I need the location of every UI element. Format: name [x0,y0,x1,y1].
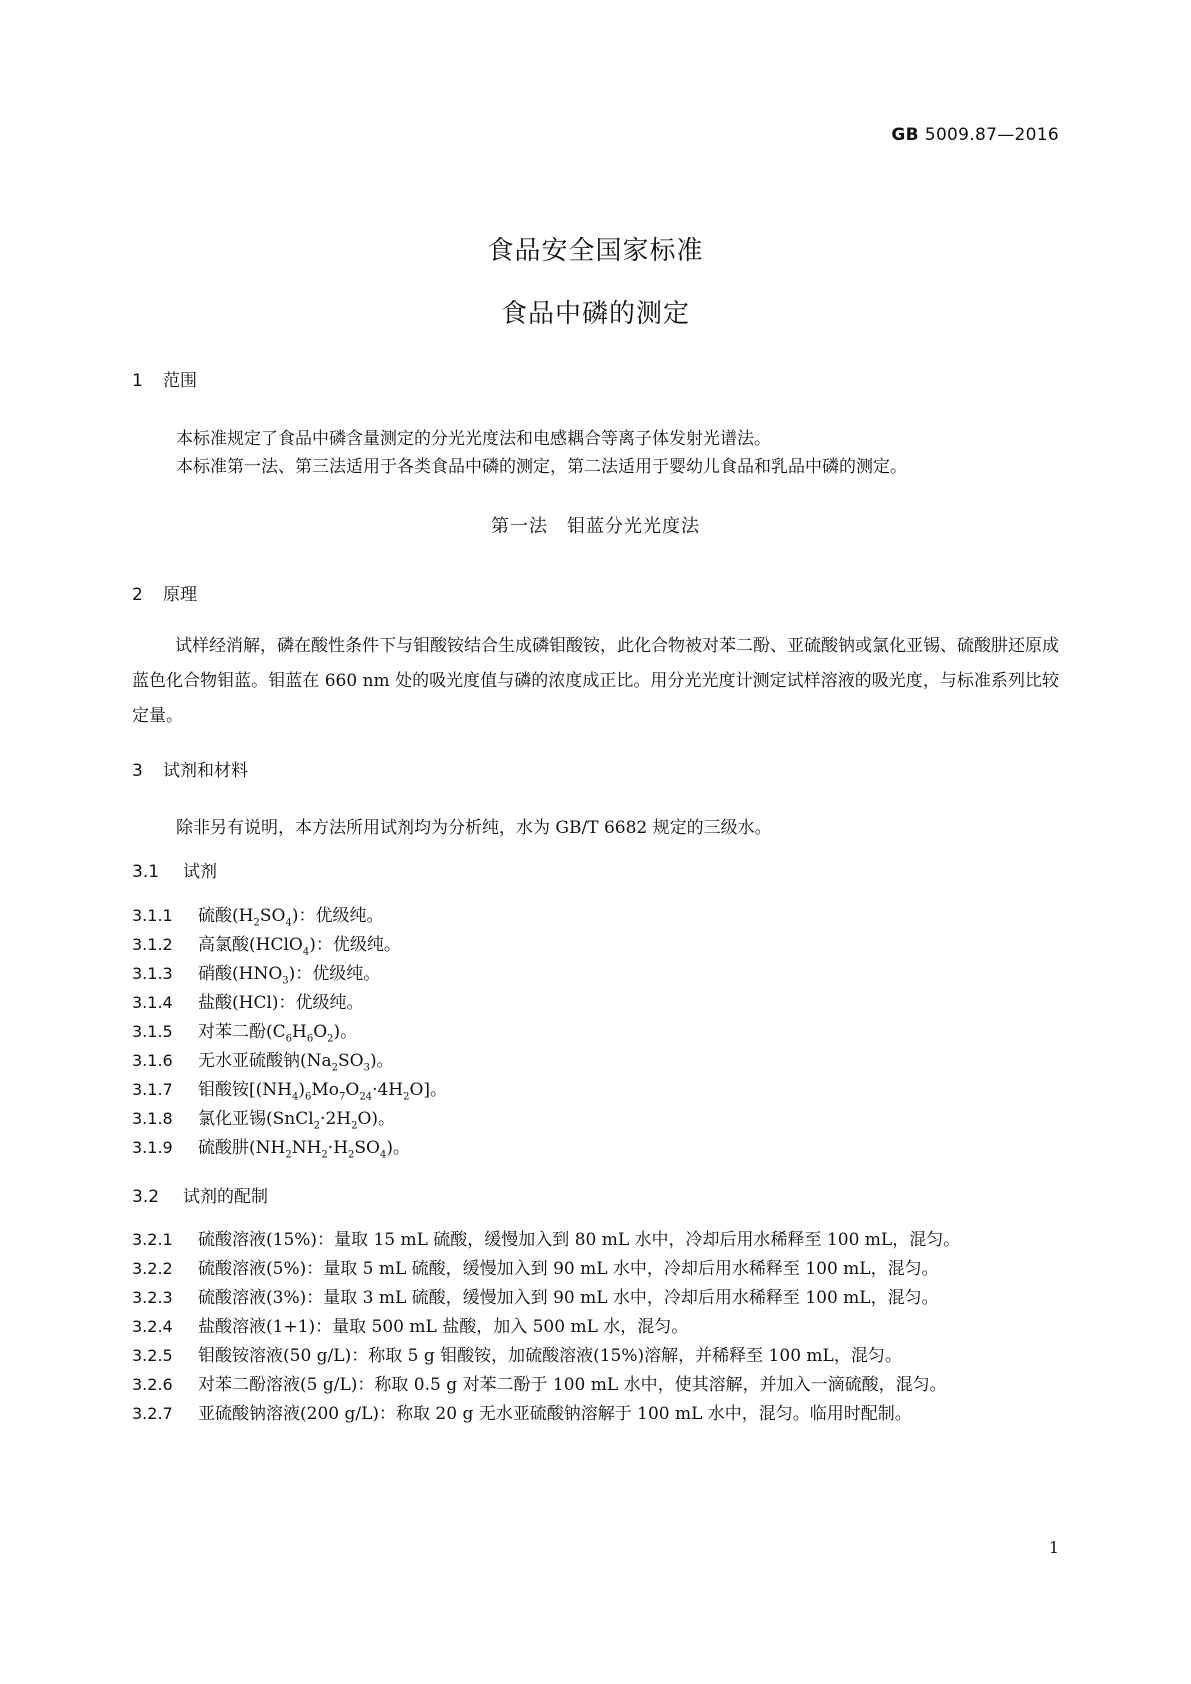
text-run: NH [291,1138,322,1158]
subscript: 4 [380,1149,387,1161]
item-number: 3.1.7 [132,1080,173,1099]
text-run: 盐酸(HCl)：优级纯。 [198,993,364,1013]
text-run: SO [338,1051,364,1071]
list-item [132,901,383,928]
subscript: 6 [304,1091,312,1103]
text-run: )。 [333,1022,358,1042]
item-number: 3.1.4 [132,993,173,1012]
text-run: )：优级纯。 [309,935,401,955]
subsection-number: 3.2 [132,1187,160,1207]
list-item [132,1017,357,1044]
item-text [198,1022,358,1045]
section-number: 1 [132,371,143,391]
item-number: 3.1.9 [132,1138,173,1157]
subscript: 4 [302,946,310,958]
item-number: 3.1.1 [132,906,173,925]
item-text: 硫酸溶液(15%)：量取 15 mL 硫酸，缓慢加入到 80 mL 水中，冷却后用水稀释至 100 mL，混匀。 [198,1230,961,1250]
subsection-heading-reagents [132,857,217,882]
standard-code [891,125,1059,145]
text-run: ·H [327,1138,349,1158]
subscript: 2 [348,1149,355,1161]
item-text [198,964,381,987]
section-heading-reagents [132,756,248,781]
item-number: 3.2.4 [132,1317,173,1336]
text-run: Mo [311,1080,340,1100]
text-run: O [313,1022,328,1042]
text-run: )：优级纯。 [291,906,384,926]
item-number: 3.1.5 [132,1022,173,1041]
subscript: 6 [306,1033,314,1045]
list-item [132,1312,688,1337]
subscript: 2 [313,1120,321,1132]
item-number: 3.2.2 [132,1259,173,1278]
list-item [132,1075,447,1102]
subsection-title: 试剂的配制 [183,1187,268,1207]
subsection-title: 试剂 [183,862,217,882]
scope-paragraph-2: 本标准第一法、第三法适用于各类食品中磷的测定，第二法适用于婴幼儿食品和乳品中磷的测定。 [176,457,907,477]
text-run: )。 [370,1051,394,1071]
text-run: 无水亚硫酸钠(Na [198,1051,332,1071]
item-number: 3.2.5 [132,1346,173,1365]
list-item [132,959,380,986]
section-heading-principle [132,580,197,605]
scope-paragraph-1: 本标准规定了食品中磷含量测定的分光光度法和电感耦合等离子体发射光谱法。 [176,429,771,449]
section-heading-scope [132,366,197,391]
subscript: 4 [291,1091,299,1103]
item-text [198,906,384,929]
list-item [132,930,401,957]
text-run: SO [259,906,286,926]
item-number: 3.1.2 [132,935,173,954]
subscript: 3 [282,975,289,987]
text-run: 钼酸铵[(NH [198,1080,292,1100]
document-title: 食品安全国家标准 [487,236,704,266]
principle-paragraph: 试样经消解，磷在酸性条件下与钼酸铵结合生成磷钼酸铵，此化合物被对苯二酚、亚硫酸钠或氯化亚锡、硫酸肼还原成蓝色化合物钼蓝。钼蓝在 660 nm 处的吸光度值与磷的浓度成正比。用分光光度计测定试样溶液的吸光度，与标准系列比较定量。 [132,636,1059,726]
text-run: 硫酸肼(NH [198,1138,286,1158]
item-number: 3.1.3 [132,964,173,983]
text-run: O)。 [357,1109,396,1129]
subscript: 3 [363,1062,370,1074]
item-number: 3.2.7 [132,1404,173,1423]
item-text [198,935,401,958]
subscript: 2 [351,1120,358,1132]
item-text: 硫酸溶液(5%)：量取 5 mL 硫酸，缓慢加入到 90 mL 水中，冷却后用水稀释至 100 mL，混匀。 [198,1259,939,1279]
text-run: ·4H [372,1080,404,1100]
text-run: O]。 [409,1080,448,1100]
item-text: 亚硫酸钠溶液(200 g/L)：称取 20 g 无水亚硫酸钠溶解于 100 mL 水中，混匀。临用时配制。 [198,1404,912,1424]
subscript: 2 [253,917,260,929]
item-text [198,1051,394,1074]
item-text [198,1080,448,1103]
subscript: 2 [331,1062,339,1074]
text-run: O [345,1080,360,1100]
text-run: )。 [386,1138,411,1158]
text-run: 氯化亚锡(SnCl [198,1109,314,1129]
text-run: 硝酸(HNO [198,964,283,984]
list-item [132,1046,394,1073]
text-run: 硫酸(H [198,906,254,926]
subscript: 2 [285,1149,292,1161]
text-run: 高氯酸(HClO [198,935,303,955]
list-item [132,1399,912,1424]
text-run: H [292,1022,307,1042]
reagents-intro: 除非另有说明，本方法所用试剂均为分析纯，水为 GB/T 6682 规定的三级水。 [176,818,772,838]
section-number: 2 [132,585,143,605]
subscript: 2 [327,1033,334,1045]
standard-number: 5009.87—2016 [924,125,1059,145]
list-item [132,1254,939,1279]
text-run: )：优级纯。 [288,964,381,984]
page-number: 1 [1048,1538,1059,1557]
list-item [132,1133,410,1160]
text-run: ·2H [320,1109,352,1129]
document-subtitle: 食品中磷的测定 [500,299,690,329]
item-text [198,1138,411,1161]
text-run: 对苯二酚(C [198,1022,286,1042]
standard-prefix: GB [891,125,919,145]
item-number: 3.1.6 [132,1051,173,1070]
list-item [132,1341,902,1366]
list-item [132,1225,960,1250]
text-run: SO [354,1138,380,1158]
list-item [132,1283,939,1308]
item-text: 对苯二酚溶液(5 g/L)：称取 0.5 g 对苯二酚于 100 mL 水中，使其溶解，并加入一滴硫酸，混匀。 [198,1375,947,1395]
list-item [132,1104,395,1131]
section-title: 范围 [163,371,197,391]
item-number: 3.2.3 [132,1288,173,1307]
subscript: 6 [285,1033,293,1045]
subscript: 2 [403,1091,410,1103]
item-text: 盐酸溶液(1+1)：量取 500 mL 盐酸，加入 500 mL 水，混匀。 [198,1317,689,1337]
item-text: 硫酸溶液(3%)：量取 3 mL 硫酸，缓慢加入到 90 mL 水中，冷却后用水稀释至 100 mL，混匀。 [198,1288,939,1308]
method-title: 第一法 钼蓝分光光度法 [491,516,700,537]
subscript: 2 [321,1149,328,1161]
list-item [132,1370,947,1395]
subsection-heading-preparation [132,1182,268,1207]
section-title: 原理 [163,585,197,605]
list-item [132,988,364,1013]
item-text: 钼酸铵溶液(50 g/L)：称取 5 g 钼酸铵，加硫酸溶液(15%)溶解，并稀释至 100 mL，混匀。 [198,1346,902,1366]
item-number: 3.2.1 [132,1230,173,1249]
section-title: 试剂和材料 [163,761,248,781]
item-text [198,993,364,1013]
item-number: 3.2.6 [132,1375,173,1394]
subscript: 4 [285,917,292,929]
item-number: 3.1.8 [132,1109,173,1128]
section-number: 3 [132,761,143,781]
subscript: 24 [359,1091,373,1103]
subscript: 7 [339,1091,346,1103]
text-run: ) [298,1080,305,1100]
item-text [198,1109,396,1132]
subsection-number: 3.1 [132,862,160,882]
